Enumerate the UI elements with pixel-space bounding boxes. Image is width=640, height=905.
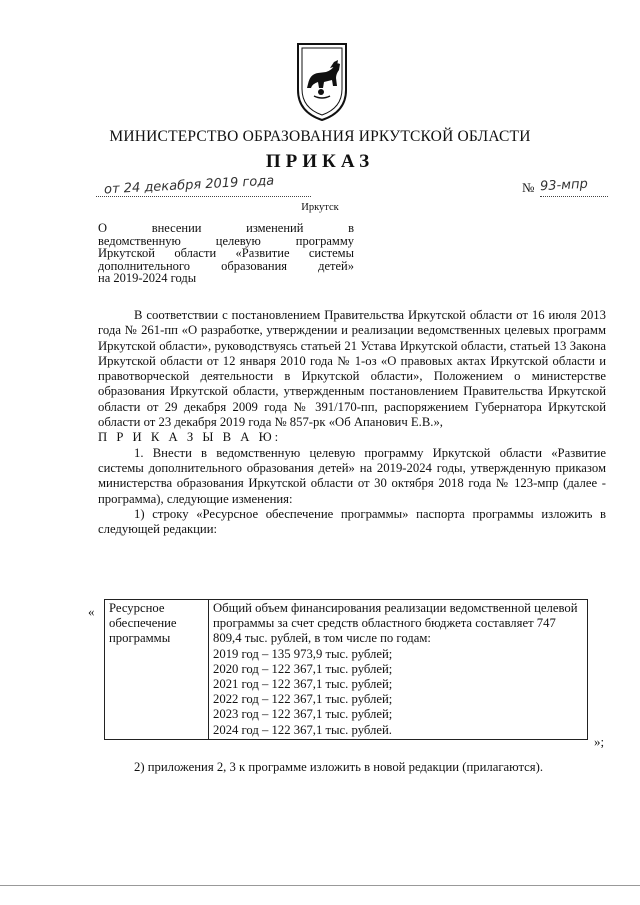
year-line: 2019 год – 135 973,9 тыс. рублей; <box>213 646 393 661</box>
ministry-name: МИНИСТЕРСТВО ОБРАЗОВАНИЯ ИРКУТСКОЙ ОБЛАСТИ <box>109 128 531 145</box>
date-underline <box>96 196 311 198</box>
year-line: 2021 год – 122 367,1 тыс. рублей; <box>213 677 393 692</box>
subject-line: на 2019-2024 годы <box>98 271 197 285</box>
order-word: П Р И К А З Ы В А Ю: <box>98 430 282 445</box>
subject-line: дополнительного образования детей» <box>98 258 354 273</box>
preamble-paragraph: В соответствии с постановлением Правительства Иркутской области от 16 июля 2013 года № 261-пп «О разработке, утверждении и реализации ведомственных целевых программ Иркутской области», руководствуясь статьей 21 Устава Иркутской области, статьей 13 Закона Иркутской области от 12 января 2010 года № 1-оз «О правовых актах Иркутской области и правотворческой деятельности в Иркутской области», Положением о министерстве образования Иркутской области, утвержденным постановлением Правительства Иркутской области от 29 декабря 2009 года № 391/170-пп, распоряжением Губернатора Иркутской области от 23 декабря 2019 года № 857-рк «Об Апанович Е.В.», <box>98 308 606 430</box>
resource-value-cell <box>209 600 588 740</box>
after-table-text <box>98 760 606 775</box>
number-underline <box>540 196 608 198</box>
handwritten-date: от 24 декабря 2019 года <box>103 173 275 198</box>
quote-open: « <box>88 604 95 619</box>
order-subject <box>98 222 354 285</box>
item-1-sub-1: 1) строку «Ресурсное обеспечение программы» паспорта программы изложить в следующей редакции: <box>98 506 606 537</box>
number-prefix: № <box>522 180 535 195</box>
resource-label-cell: Ресурсное обеспечение программы <box>105 600 209 740</box>
subject-line: О внесении изменений в <box>98 221 354 235</box>
item-1-sub-2: 2) приложения 2, 3 к программе изложить в новой редакции (прилагаются). <box>134 760 544 774</box>
item-1-paragraph: 1. Внести в ведомственную целевую программу Иркутской области «Развитие системы дополнительного образования детей» на 2019-2024 годы, утвержденную приказом министерства образования Иркутской области от 30 октября 2018 года № 123-мпр (далее - программа), следующие изменения: <box>98 445 606 506</box>
resource-intro: Общий объем финансирования реализации ведомственной целевой программы за счет средств областного бюджета составляет 747 809,4 тыс. рублей, в том числе по годам: <box>213 601 578 646</box>
year-line: 2023 год – 122 367,1 тыс. рублей; <box>213 707 393 722</box>
quote-close: »; <box>594 734 605 749</box>
subject-line: ведомственную целевую программу <box>98 233 354 248</box>
handwritten-number: 93-мпр <box>539 176 589 195</box>
subject-line: Иркутской области «Развитие системы <box>98 246 354 260</box>
year-line: 2022 год – 122 367,1 тыс. рублей; <box>213 692 393 707</box>
document-type-title: ПРИКАЗ <box>265 151 375 172</box>
year-line: 2020 год – 122 367,1 тыс. рублей; <box>213 661 393 676</box>
page-bottom-rule <box>0 885 640 886</box>
order-body <box>98 308 606 537</box>
irkutsk-coat-of-arms-icon <box>290 40 354 124</box>
year-line: 2024 год – 122 367,1 тыс. рублей. <box>213 722 392 737</box>
city-name: Иркутск <box>301 202 339 213</box>
table-row <box>105 600 588 740</box>
resource-table <box>104 599 588 740</box>
